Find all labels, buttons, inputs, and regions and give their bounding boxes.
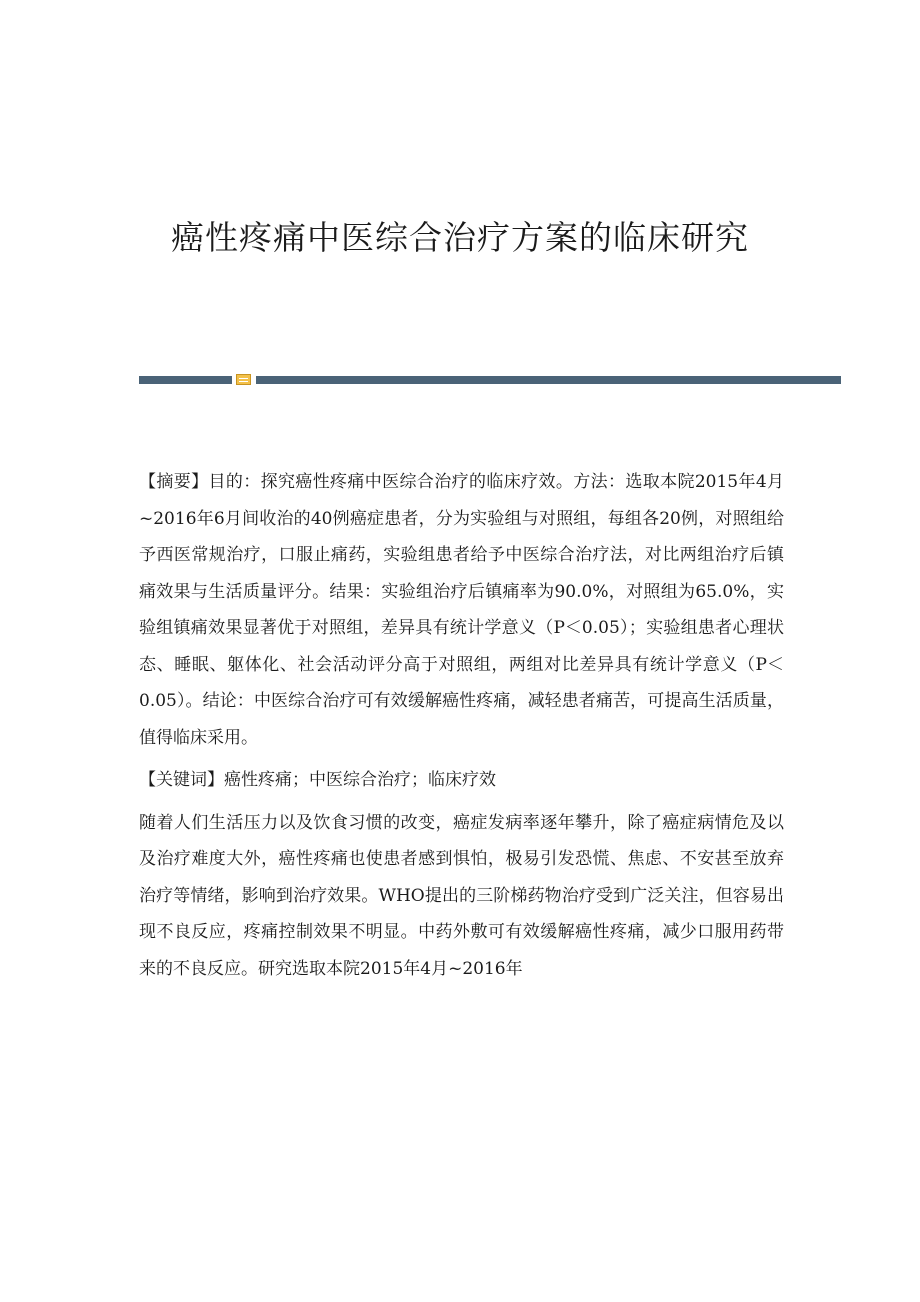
divider-bar-right — [256, 376, 841, 384]
document-title: 癌性疼痛中医综合治疗方案的临床研究 — [171, 218, 749, 257]
divider-bar-left — [139, 376, 232, 384]
abstract-paragraph: 【摘要】目的：探究癌性疼痛中医综合治疗的临床疗效。方法：选取本院2015年4月~2016年6月间收治的40例癌症患者，分为实验组与对照组，每组各20例，对照组给予西医常规治疗，口服止痛药，实验组患者给予中医综合治疗法，对比两组治疗后镇痛效果与生活质量评分。结果：实验组治疗后镇痛率为90.0%，对照组为65.0%，实验组镇痛效果显著优于对照组，差异具有统计学意义（P＜0.05）；实验组患者心理状态、睡眠、躯体化、社会活动评分高于对照组，两组对比差异具有统计学意义（P＜0.05）。结论：中医综合治疗可有效缓解癌性疼痛，减轻患者痛苦，可提高生活质量，值得临床采用。 — [139, 472, 784, 748]
document-body — [139, 464, 784, 993]
divider-ornament-icon — [236, 374, 251, 385]
intro-paragraph: 随着人们生活压力以及饮食习惯的改变，癌症发病率逐年攀升，除了癌症病情危及以及治疗难度大外，癌性疼痛也使患者感到惧怕，极易引发恐慌、焦虑、不安甚至放弃治疗等情绪，影响到治疗效果。WHO提出的三阶梯药物治疗受到广泛关注，但容易出现不良反应，疼痛控制效果不明显。中药外敷可有效缓解癌性疼痛，减少口服用药带来的不良反应。研究选取本院2015年4月~2016年 — [139, 812, 784, 979]
title-divider — [139, 374, 841, 386]
keywords-paragraph: 【关键词】癌性疼痛；中医综合治疗；临床疗效 — [139, 770, 496, 790]
